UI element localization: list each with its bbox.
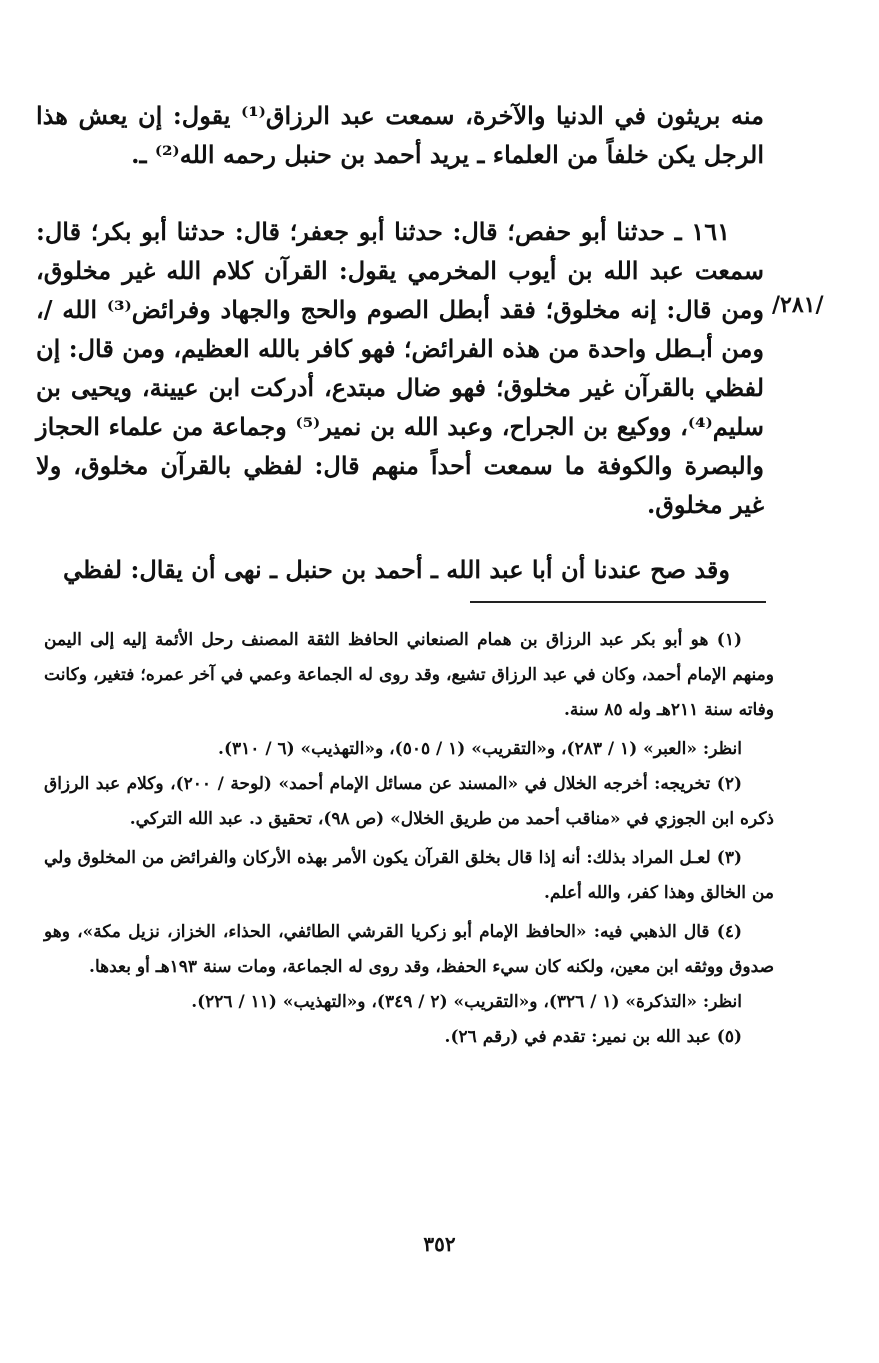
footnote-1: (١) هو أبو بكر عبد الرزاق بن همام الصنعاني الحافظ الثقة المصنف رحل الأئمة إليه إلى اليمن ومنهم الإمام أحمد، وكان في عبد الرزاق تشيع، وقد روى له الجماعة وعمي في آخر عمره؛ فتغير، وكانت وفاته سنة ٢١١هـ وله ٨٥ سنة. — [44, 630, 774, 720]
footnote-4-references: انظر: «التذكرة» (١ / ٣٢٦)، و«التقريب» (٢ / ٣٤٩)، و«التهذيب» (١١ / ٢٢٦). — [191, 992, 742, 1012]
page-number: ٣٥٢ — [423, 1232, 456, 1256]
body-text: منه بريثون في الدنيا والآخرة، سمعت عبد الرزاق⁽¹⁾ يقول: إن يعش هذا الرجل يكن خلفاً من العلماء ـ يريد أحمد بن حنبل رحمه الله⁽²⁾ ـ. — [36, 101, 764, 169]
footnote-4: (٤) قال الذهبي فيه: «الحافظ الإمام أبو زكريا القرشي الطائفي، الحذاء، الخزاز، نزيل مكة»، وهو صدوق ووثقه ابن معين، ولكنه كان سيء الحفظ، وقد روى له الجماعة، ومات سنة ١٩٣هـ أو بعدها. — [44, 922, 774, 977]
footnote-5: (٥) عبد الله بن نمير: تقدم في (رقم ٢٦). — [444, 1027, 742, 1047]
body-text: ١٦١ ـ حدثنا أبو حفص؛ قال: حدثنا أبو جعفر؛ قال: حدثنا أبو بكر؛ قال: سمعت عبد الله بن أيوب المخرمي يقول: القرآن كلام الله غير مخلوق، ومن قال: إنه مخلوق؛ فقد أبطل الصوم والحج والجهاد وفرائض⁽³⁾ الله /، ومن أبـطل واحدة من هذه الفرائض؛ فهو كافر بالله العظيم، ومن قال: إن لفظي بالقرآن غير مخلوق؛ فهو ضال مبتدع، أدركت ابن عيينة، ويحيى بن سليم⁽⁴⁾، ووكيع بن الجراح، وعبد الله بن نمير⁽⁵⁾ وجماعة من علماء الحجاز والبصرة والكوفة ما سمعت أحداً منهم قال: لفظي بالقرآن مخلوق، ولا غير مخلوق. — [36, 217, 765, 519]
body-text: وقد صح عندنا أن أبا عبد الله ـ أحمد بن حنبل ـ نهى أن يقال: لفظي — [62, 555, 730, 584]
paragraph-narration-161 — [36, 212, 764, 524]
footnotes — [44, 623, 774, 1055]
footnote-3: (٣) لعـل المراد بذلك: أنه إذا قال بخلق القرآن يكون الأمر بهذه الأركان والفرائض من المخلوق ولي من الخالق وهذا كفر، والله أعلم. — [44, 848, 774, 903]
footnote-1-references: انظر: «العبر» (١ / ٢٨٣)، و«التقريب» (١ / ٥٠٥)، و«التهذيب» (٦ / ٣١٠). — [218, 739, 742, 759]
paragraph-continuation — [36, 96, 764, 174]
footnote-divider — [470, 601, 766, 603]
paragraph-closing — [36, 550, 764, 589]
margin-page-reference: /٢٨١/ — [772, 292, 824, 318]
footnote-2: (٢) تخريجه: أخرجه الخلال في «المسند عن مسائل الإمام أحمد» (لوحة / ٢٠٠)، وكلام عبد الرزاق ذكره ابن الجوزي في «مناقب أحمد من طريق الخلال» (ص ٩٨)، تحقيق د. عبد الله التركي. — [44, 774, 774, 829]
